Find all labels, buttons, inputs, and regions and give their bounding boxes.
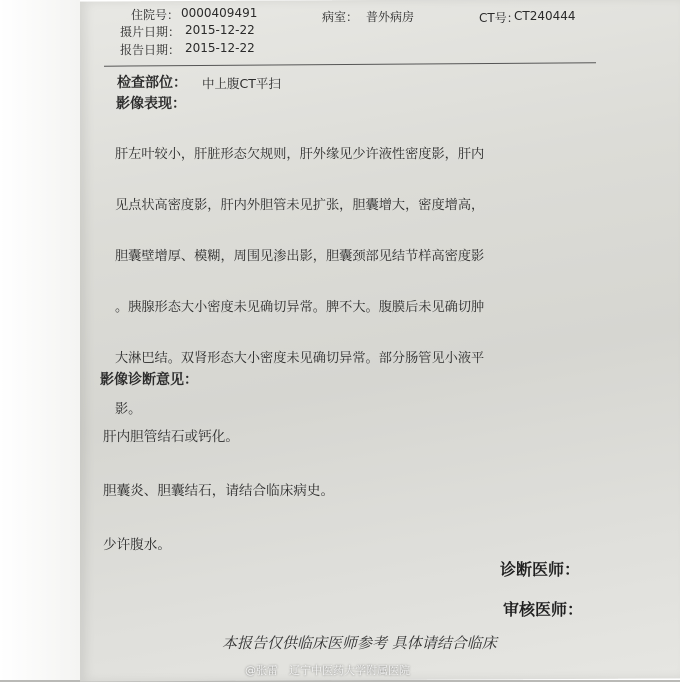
diagnosis-line: 少许腹水。 bbox=[103, 537, 171, 553]
findings-line: 见点状高密度影，肝内外胆管未见扩张，胆囊增大，密度增高， bbox=[115, 198, 485, 213]
ct-number: CT240444 bbox=[514, 9, 576, 23]
findings-line: 。胰腺形态大小密度未见确切异常。脾不大。腹膜后未见确切肿 bbox=[115, 300, 485, 315]
ward-label: 病室： bbox=[322, 10, 359, 24]
findings-title: 影像表现： bbox=[116, 96, 186, 112]
report-date-label: 报告日期： bbox=[120, 43, 181, 57]
diagnosis-text bbox=[103, 392, 583, 572]
exam-part-label: 检查部位： bbox=[117, 75, 187, 91]
ward-value: 普外病房 bbox=[366, 10, 415, 24]
inpatient-number: 0000409491 bbox=[181, 6, 258, 20]
left-margin bbox=[0, 0, 80, 680]
diagnosis-line: 肝内胆管结石或钙化。 bbox=[103, 429, 239, 445]
findings-line: 大淋巴结。双肾形态大小密度未见确切异常。部分肠管见小液平 bbox=[115, 351, 485, 366]
report-date: 2015-12-22 bbox=[185, 41, 255, 55]
film-date: 2015-12-22 bbox=[185, 23, 255, 37]
findings-line: 胆囊壁增厚、模糊，周围见渗出影，胆囊颈部见结节样高密度影 bbox=[115, 249, 485, 264]
inpatient-label: 住院号： bbox=[131, 8, 180, 22]
exam-part-value: 中上腹CT平扫 bbox=[202, 76, 281, 91]
diagnosis-title: 影像诊断意见： bbox=[100, 372, 198, 388]
report-disclaimer: 本报告仅供临床医师参考 具体请结合临床 bbox=[222, 634, 497, 652]
film-date-label: 摄片日期： bbox=[120, 25, 181, 39]
diagnosis-line: 胆囊炎、胆囊结石，请结合临床病史。 bbox=[103, 483, 335, 499]
watermark-text: @张雷 辽宁中医药大学附属医院 bbox=[245, 664, 410, 677]
reviewing-doctor-label: 审核医师： bbox=[503, 600, 584, 619]
findings-line: 肝左叶较小，肝脏形态欠规则，肝外缘见少许液性密度影，肝内 bbox=[115, 147, 485, 162]
findings-line: 影。 bbox=[115, 402, 142, 417]
ct-label: CT号： bbox=[479, 11, 519, 25]
diagnosing-doctor-label: 诊断医师： bbox=[500, 560, 581, 579]
